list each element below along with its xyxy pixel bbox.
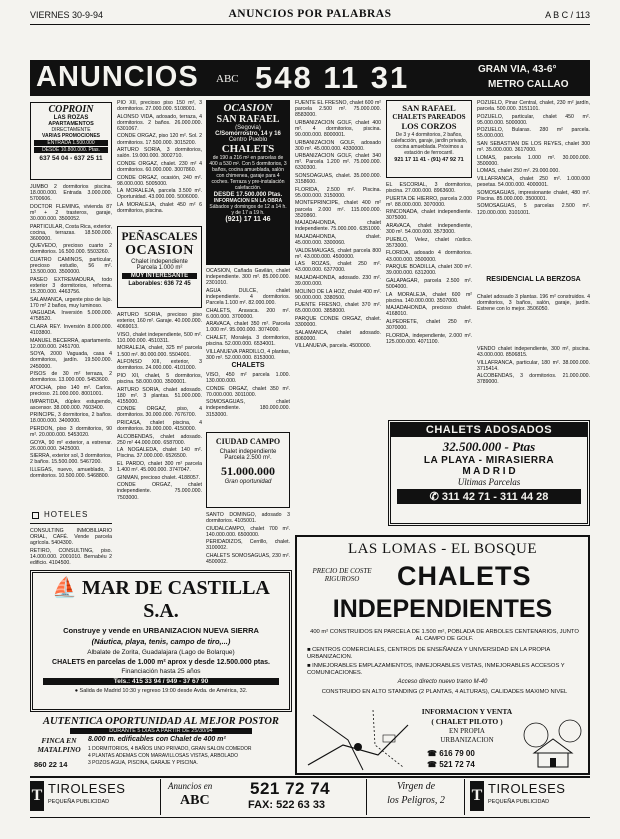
listing: MAJADAHONDA, precioso chalet. 4168010. [386, 305, 472, 318]
penascales-line3: MUY INTERESANTE [122, 273, 197, 279]
tiroleses-left-sub: PEQUEÑA PUBLICIDAD [48, 799, 110, 805]
finca-line2: MATALPINO [37, 745, 81, 754]
mar-line6: Tels.: 415 33 94 / 949 - 37 67 90 [43, 678, 279, 685]
listing: ARTURO SORIA, chalet adosado. 180 m². 3 plantas. 51.000.000. 4155000. [117, 386, 202, 405]
listing: PERDON, piso 3 dormitorios, 90 m². 20.000.000. 5453020. [30, 425, 112, 438]
mar-title [33, 575, 289, 623]
phone-icon: ☎ [427, 760, 440, 769]
listing: DOCTOR FLEMING, vivienda 87 m² + 2 trasteros, garaje, 30.000.000. 3500052. [30, 203, 112, 222]
footer-bottom-rule [30, 817, 590, 818]
listing: SALAMANCA, urgente piso de lujo. 170 m² 2 baños, muy luminoso. [30, 296, 112, 309]
footer-divider [366, 779, 367, 815]
adosados-line1: LA PLAYA - MIRASIERRA [423, 455, 555, 466]
berzosa-title: RESIDENCIAL LA BERZOSA [486, 276, 581, 283]
listing: PRINCIPE, 3 dormitorios, 2 baños. 18.000.000. 3400000. [30, 412, 112, 425]
listing: LAS ROZAS, chalet 250 m². 43.000.000. 6377000. [295, 261, 381, 274]
footer-fax: FAX: 522 63 33 [248, 799, 326, 811]
ocasion-line3: C/Somorrostro, 14 y 16 [215, 131, 281, 137]
hoteles-label: HOTELES [44, 510, 89, 519]
listing: PASEO EXTREMADURA, todo exterior 3 dormitorios, reforma. 15.200.000. 4463756. [30, 276, 112, 295]
map-icon [303, 705, 413, 773]
lomas-info3: EN PROPIA [449, 727, 485, 735]
listing: SANTO DOMINGO, adosado 3 dormitorios. 4105001. [206, 512, 290, 525]
listing: FLORIDA, adosado 4 dormitorios. 43.000.000. 3500000. [386, 250, 472, 263]
listing: MOLINO DE LA HOZ, chalet 400 m². 90.000.000. 3380500. [295, 288, 381, 301]
listing: ALPEDRETE, chalet 250 m². 3070000. [386, 318, 472, 331]
col2-listings-2 [117, 312, 202, 564]
listing: ALONSO VIDA, adosado, terraza, 4 dormitorios. 2 baños. 26.000.000. 6301067. [117, 113, 202, 132]
coproin-phone: 637 54 04 - 637 25 11 [39, 155, 103, 162]
listing: PISOS de 30 m² terraza, 2 dormitorios. 13.000.000. 5453600. [30, 371, 112, 384]
footer-virgen1: Virgen de [396, 781, 436, 792]
bullet-icon: ● [74, 688, 80, 694]
listing: SOMOSAGUAS, impresionante chalet, 480 m². Piscina. 85.000.000. 3500001. [477, 189, 590, 202]
footer [30, 779, 590, 815]
ocasion-line2: (Segovia) [235, 125, 261, 131]
divider [30, 523, 112, 524]
adosados-phone [397, 489, 581, 504]
mar-line4: CHALETS en parcelas de 1.000 m² aprox y desde 12.500.000 ptas. [52, 659, 270, 666]
footer-rule [30, 776, 590, 778]
header-section-title: ANUNCIOS POR PALABRAS [228, 8, 392, 20]
listing: POZUELO, Bularas. 280 m² parcela. 55.000.000. [477, 127, 590, 140]
mar-title-text: MAR DE CASTILLA S.A. [82, 577, 270, 622]
listing: FLORIDA, 2.500 m². Piscina. 95.000.000. 3150000. [295, 186, 381, 199]
ocasion-line1: SAN RAFAEL [216, 114, 280, 125]
penascales-phone: Laborables: 636 72 45 [128, 281, 191, 287]
ocasion-line4: Centro Pueblo [228, 137, 268, 143]
listing: LA NOGALEDA, chalet 140 m². Piscina. 37.000.000. 6526500. [117, 447, 202, 460]
lomas-line1: 400 m² CONSTRUIDOS EN PARCELA DE 1.500 m², POBLADA DE ARBOLES CENTENARIOS, JUNTO AL CAMPO DE GOLF. [310, 629, 579, 642]
listing: CONDE ORGAZ, piso, 4 dormitorios. 30.000.000. 7676700. [117, 406, 202, 419]
finca-line1: FINCA EN [41, 736, 77, 745]
lomas-line3 [307, 663, 582, 677]
footer-virgen2: los Peligros, 2 [387, 795, 445, 806]
listing: RINCONADA, chalet independiente. 3075000. [386, 209, 472, 222]
col3-listings [206, 268, 290, 360]
listing: IMPARTIDA, dúplex estupendo, ascensor. 38.000.000. 7603400. [30, 398, 112, 411]
footer-divider [464, 779, 465, 815]
listing: PARQUE CONDE ORGAZ, chalet. 3300000. [295, 316, 381, 329]
listing: SOMOSAGUAS, 5 parcelas 2.500 m². 120.000.000. 3101001. [477, 203, 590, 216]
listing: Chalet adosado 3 plantas. 196 m² construidos. 4 dormitorios, 3 baños, salón, garaje, jardín. Estrene con lo mejor. 3506050. [477, 294, 590, 313]
listing: ARTURO SORIA, precioso piso exterior, 160 m². Garaje. 40.000.000. 4069013. [117, 312, 202, 331]
bullet-icon: ■ [307, 663, 313, 669]
san-rafael-phone: 921 17 11 41 - (91) 47 92 71 [394, 157, 464, 163]
lomas-info1: INFORMACION Y VENTA [421, 707, 513, 716]
listing: MANUEL BECERRA, apartamento. 12.000.000. 2451700. [30, 337, 112, 350]
listing: LOMAS, parcela 1.000 m². 30.000.000. 3500000. [477, 154, 590, 167]
listing: QUEVEDO, precioso cuarto 2 dormitorios. 16.500.000. 5503260. [30, 243, 112, 256]
tiroleses-left: TIROLESES [48, 781, 126, 796]
listing: EL PARDO, chalet 300 m² parcela 1.400 m². 45.000.000. 3747047. [117, 461, 202, 474]
col1-bottom-listings [30, 528, 112, 568]
listing: VISO, chalet independiente, 500 m². 110.000.000. 4510311. [117, 331, 202, 344]
listing: SOMOSAGUAS, chalet independiente. 180.000.000. 3153000. [206, 399, 290, 418]
listing: ALCOBENDAS, 3 dormitorios. 21.000.000. 3789000. [477, 373, 590, 386]
listing: CONDE ORGAZ, chalet independiente. 75.000.000. 7503000. [117, 482, 202, 501]
listing: VILLAFRANCA, particular, 180 m². 38.000.000. 3715414. [477, 359, 590, 372]
listing: URBANIZACION GOLF, chalet 400 m². 4 dormitorios, piscina. 90.000.000. 8000001. [295, 119, 381, 138]
listing: ALFONSO XIII, exterior, 3 dormitorios. 24.000.000. 4101000. [117, 359, 202, 372]
ocasion-line8: INFORMACION EN LA OBRA [213, 198, 283, 204]
lomas-line5: CONSTRUIDO EN ALTO STANDING (2 PLANTAS, 4 ALTURAS), CALIDADES MAXIMO NIVEL [321, 689, 568, 695]
header-date: VIERNES 30-9-94 [30, 10, 104, 20]
house-icon [522, 705, 584, 771]
listing: ARAVACA, chalet independiente, 300 m². 54.000.000. 3573000. [386, 223, 472, 236]
listing: MORALEJA, chalet, 325 m² parcela 1.500 m². 80.000.000. 5504001. [117, 345, 202, 358]
oportunidad-ad [30, 716, 292, 774]
footer-phone: 521 72 74 [250, 779, 331, 798]
listing: CIUDALCAMPO, chalet 700 m². 140.000.000. 6500000. [206, 525, 290, 538]
lomas-line3-text: INMEJORABLES EMPLAZAMIENTOS, INMEJORABLES VISTAS, INMEJORABLES ACCESOS Y COMUNICACIONES. [307, 663, 565, 676]
listing: CHALETS, Aravaca. 200 m². 6.000.000. 3700000. [206, 307, 290, 320]
listing: MAJADAHONDA, adosado. 230 m². 39.000.000. [295, 274, 381, 288]
penascales-line2: Parcela 1.000 m² [136, 265, 183, 271]
listing: CUATRO CAMINOS, particular, precioso estudio, 56 m². 13.500.000. 3500000. [30, 257, 112, 276]
tiroleses-t-icon: T [31, 787, 43, 804]
coproin-line3: DIRECTAMENTE [51, 127, 91, 133]
col4-listings [295, 100, 381, 540]
listing: MAJADAHONDA, chalet. 45.000.000. 3300060. [295, 233, 381, 246]
penascales-title: PEÑASCALES [121, 231, 198, 243]
lomas-independientes: INDEPENDIENTES [332, 595, 553, 623]
listing: POZUELO, particular, chalet 450 m². 95.000.000. 5000000. [477, 113, 590, 126]
ciudad-campo-line1: Chalet independiente [219, 449, 277, 455]
coproin-line6: DESDE 10.800.000. Ptas. [34, 147, 108, 153]
col5-listings [386, 182, 472, 382]
oportunidad-sub: DURANTE 5 DIAS A PARTIR DE 25/30/94 [70, 728, 252, 734]
lomas-line4: Acceso directo nuevo tramo M-40 [397, 679, 488, 685]
listing: CONSULTING INMOBILIARIO ORIAL, CAFÉ. Vende parcela agrícola. 5404300. [30, 528, 112, 547]
listing: CONDE ORGAZ, chalet 350 m². 70.000.000. 3011000. [206, 385, 290, 398]
listing: GOYA, 90 m² exterior, a estrenar. 26.000.000. 3425000. [30, 439, 112, 452]
listing: SIERRA, exterior sol, 3 dormitorios, 2 baños. 15.500.000. 5467200. [30, 453, 112, 466]
listing: PARTICULAR, Costa Rica, exterior, cocina, terrazas. 18.500.000. 3600000. [30, 223, 112, 242]
penascales-subtitle: OCASION [125, 243, 194, 258]
tiroleses-right: TIROLESES [488, 781, 566, 796]
lomas-line2 [307, 647, 582, 661]
listing: VAGUADA. Inversión 5.000.000. 4758520. [30, 310, 112, 323]
mar-line7-text: Salida de Madrid 10:30 y regreso 19:00 desde Avda. de América, 32. [79, 688, 248, 694]
listing: URBANIZACION GOLF, adosado 300 m². 45.000.000. 4330000. [295, 139, 381, 152]
listing: ARAVACA, chalet 350 m². Parcela 1.000 m². 95.000.000. 3074000. [206, 321, 290, 334]
lomas-phone1-number: 616 79 00 [439, 749, 475, 758]
oportunidad-banner: AUTENTICA OPORTUNIDAD AL MEJOR POSTOR [43, 716, 279, 727]
lomas-info2: ( CHALET PILOTO ) [431, 717, 503, 726]
berzosa-text [477, 294, 590, 342]
ciudad-campo-title: CIUDAD CAMPO [215, 437, 281, 446]
listing: CLARA REY. Inversión 8.000.000. 4103800. [30, 323, 112, 337]
listing: VENDO chalet independiente, 300 m², piscina. 43.000.000. 8506815. [477, 346, 590, 359]
banner [30, 60, 590, 96]
listing: FUENTE EL FRESNO, chalet 600 m² parcela 2.500 m². 75.000.000. 8583000. [295, 100, 381, 119]
col3-chalets-listings [206, 372, 290, 430]
chalets-section-title: CHALETS [231, 362, 265, 369]
page-header [30, 8, 590, 24]
oportunidad-line2: 1 DORMITORIOS, 4 BAÑOS UNO PRIVADO, GRAN SALON COMEDOR [88, 746, 252, 752]
oportunidad-line1: 8.000 m. edificables con Chalet de 400 m² [88, 736, 226, 743]
coproin-line5: ENTRADA 1.500.000 [34, 140, 108, 146]
ciudad-campo-ad [206, 432, 290, 508]
listing: PARQUE BOADILLA, chalet 300 m². 39.000.000. 6312000. [386, 264, 472, 277]
ciudad-campo-line2: Parcela 2.500 m². [224, 455, 272, 461]
footer-abc: ABC [180, 793, 210, 808]
listing: VALDEMAUGAS, chalet parcela 800 m². 43.000.000. 4500000. [295, 247, 381, 260]
penascales-ad [117, 226, 202, 308]
tiroleses-logo-left [30, 781, 44, 811]
listing: PIO XII, chalet, 5 dormitorios, piscina. 58.000.000. 3500001. [117, 372, 202, 385]
listing: SONSOAGUAS, chalet. 35.000.000. 3158600. [295, 173, 381, 186]
lomas-header: LAS LOMAS - EL BOSQUE [347, 541, 538, 557]
mar-line3: Albalate de Zorita, Guadalajara (Lago de Bolarque) [87, 649, 235, 656]
listing: ATOCHA, piso 140 m². Carlos, precioso. 21.000.000. 8001001. [30, 384, 112, 397]
oportunidad-finca [34, 736, 84, 754]
mar-line5: Financiación hasta 25 años [121, 668, 201, 675]
listing: RETIRO, CONSULTING, piso. 14.000.000. 2001010. Bernabéu 2 edificio. 4104500. [30, 547, 112, 566]
banner-address-2: METRO CALLAO [488, 79, 569, 90]
listing: ILLEGAS, nuevo, amueblado, 3 dormitorios. 10.500.000. 5468800. [30, 466, 112, 480]
adosados-title: CHALETS ADOSADOS [391, 423, 587, 437]
listing: FLORIDA, independiente, 2.000 m². 125.000.000. 4071100. [386, 332, 472, 345]
banner-abc: ABC [216, 73, 239, 85]
chalets-adosados-ad [388, 420, 590, 526]
lomas-phone1 [427, 749, 475, 758]
listing: OCASION, Cañada Gavilán, chalet independiente. 300 m². 85.000.000. 2301010. [206, 268, 290, 287]
listing: LA MORALEJA, chalet 450 m² 6 dormitorios, piscina. [117, 201, 202, 214]
lomas-precio: PRECIO DE COSTE RIGUROSO [312, 567, 372, 583]
listing: URBANIZACION GOLF, chalet 340 m². Parcela 1.200 m². 75.000.000. 6330300. [295, 153, 381, 172]
listing: CHALETS SOMOSAGUAS, 230 m². 4500002. [206, 553, 290, 566]
footer-divider [160, 779, 161, 815]
listing: GALAPAGAR, parcela 2.500 m². 5004000. [386, 277, 472, 290]
listing: POZUELO, Pinar Central, chalet, 230 m² jardín, parcela. 500.000. 3151101. [477, 100, 590, 113]
lomas-location-map [303, 705, 413, 773]
san-rafael-line3: De 3 y 4 dormitorios, 2 baños, calefacción, garaje, jardín privado, cocina amueblada. Próximos a estación de ferrocarril. [390, 132, 468, 156]
listing: LA MORALEJA, parcela 3.500 m². Oportunidad. 43.000.000. 5006000. [117, 188, 202, 201]
listing: SALAMANCA, chalet adosado. 8060000. [295, 329, 381, 342]
listing: VISO, 450 m² parcela 1.000. 130.000.000. [206, 372, 290, 385]
listing: VILLANUEVA, parcela. 4500000. [295, 343, 372, 350]
listing: LOMAS, chalet 250 m². 29.000.000. [477, 168, 560, 175]
las-lomas-ad [295, 535, 590, 775]
listing: PUEBLO, Velez, chalet rústico. 3573000. [386, 236, 472, 249]
adosados-phone-number: 311 42 71 - 311 44 28 [441, 491, 549, 503]
listing: CHALET, Moraleja. 3 dormitorios, piscina. 52.000.000. 6534001. [206, 334, 290, 348]
coproin-line4: VARIAS PROMOCIONES [42, 133, 100, 139]
oportunidad-line4: 3 POZOS AGUA, PISCINA, GARAJE Y PISCINA. [88, 760, 198, 766]
footer-anuncios-en: Anuncios en [168, 781, 213, 791]
adosados-line2: M A D R I D [462, 466, 516, 477]
tiroleses-logo-right [470, 781, 484, 811]
listing: AGUA DULCE, chalet independiente. 4 dormitorios. Parcela 1.100 m². 82.000.000. [206, 287, 290, 306]
lomas-phone2 [427, 760, 475, 769]
listing: CONDE ORGAZ, chalet. 230 m² 4 dormitorios. 60.000.000. 3007860. [117, 160, 202, 173]
ciudad-campo-price: 51.000.000 [221, 464, 275, 478]
listing: VILLANUEVA PARDILLO, 4 plantas, 300 m². 52.000.000. 8153000. [206, 348, 290, 360]
col6-listings-2 [477, 346, 590, 390]
listing: LA MORALEJA, chalet 600 m² piscina. 140.000.000. 3507000. [386, 291, 472, 304]
ciudad-campo-line3: Gran oportunidad [224, 479, 272, 485]
banner-title: ANUNCIOS [36, 61, 199, 93]
ocasion-line6: de 190 a 216 m² en parcelas de 400 a 530 m². Con 5 dormitorios, 3 baños, cocina amueblada, salón con chimenea, garaje para 4 coches. Terraza y pre-instalación calefacción. [209, 155, 287, 191]
listing: ALCOBENDAS, chalet adosado. 250 m² 44.000.000. 6587000. [117, 433, 202, 446]
listing: CONDE ORGAZ, piso 120 m². Sol. 2 dormitorios. 17.500.000. 3015200. [117, 133, 202, 146]
ocasion-phone: (921) 17 11 46 [225, 216, 271, 223]
penascales-line1: Chalet independiente [131, 259, 188, 265]
san-rafael-line1: CHALETS PAREADOS [392, 113, 466, 121]
listing: PUERTA DE HIERRO, parcela 2.000 m². 88.000.000. 3070000. [386, 195, 472, 208]
listing: EL ESCORIAL, 3 dormitorios, piscina. 27.000.000. 8963600. [386, 182, 472, 195]
coproin-line1: LAS ROZAS [53, 115, 89, 121]
listing: VILLAFRANCA, chalet 250 m². 1.000.000 pesetas. 54.000.000. 4000001. [477, 176, 590, 189]
mar-de-castilla-ad [30, 570, 292, 712]
col2-listings [117, 100, 202, 222]
listing: PERIDADIZOS, Cerrillo, chalet. 3100002. [206, 539, 290, 552]
banner-address-1: GRAN VIA, 43-6° [478, 64, 557, 75]
listing: PRICASA, chalet piscina, 4 dormitorios. 39.000.000. 4150000. [117, 420, 202, 433]
listing: SAN SEBASTIAN DE LOS REYES, chalet 300 m². 35.000.000. 3617000. [477, 141, 590, 154]
coproin-name: COPROIN [48, 104, 94, 115]
oportunidad-line3: 4 PLANTAS ADEMAS CON MARAVILLOSAS VISTAS, ARBOLADO [88, 753, 239, 759]
mar-line2: (Náutica, playa, tenis, campo de tiro,...) [91, 637, 231, 646]
adosados-price: 32.500.000 - Ptas [442, 439, 536, 454]
mar-line7 [33, 688, 289, 694]
listing: MAJADAHONDA, chalet independiente. 75.000.000. 6351000. [295, 220, 381, 233]
coproin-line2: APARTAMENTOS [48, 121, 94, 127]
mar-line1: Construye y vende en URBANIZACION NUEVA SIERRA [63, 626, 259, 635]
lomas-line2-text: CENTROS COMERCIALES, CENTROS DE ENSEÑANZA Y UNIVERSIDAD EN LA PROPIA URBANIZACION. [307, 647, 550, 660]
listing: JUMBO 2 dormitorios piscina. 18.000.000. Entrada 3.000.000. 5700606. [30, 184, 112, 203]
hoteles-section [30, 510, 112, 522]
san-rafael-corzos-ad [386, 100, 472, 178]
phone-icon: ☎ [427, 749, 440, 758]
coproin-ad [30, 102, 112, 180]
listing: SOYA, 2000 Vaguada, casa 4 dormitorios, jardín. 19.500.000. 2450000. [30, 351, 112, 370]
lomas-info4: URBANIZACION [440, 736, 494, 744]
col1-listings [30, 184, 112, 484]
phone-icon: ✆ [429, 491, 442, 503]
listing: MONTEPRINCIPE, chalet 400 m² parcela 2.000 m². 115.000.000. 3520860. [295, 200, 381, 219]
tiroleses-t-icon: T [471, 787, 483, 804]
col6-listings [477, 100, 590, 272]
san-rafael-line2: LOS CORZOS [401, 121, 457, 131]
listing: GINMAN, precioso chalet. 4188057. [117, 474, 201, 481]
ocasion-san-rafael-ad [206, 100, 290, 265]
sailboat-icon: ⛵ [52, 577, 83, 599]
listing: FUENTE FRESNO, chalet 370 m². 65.000.000. 3858000. [295, 302, 381, 315]
listing: CONDE ORGAZ, ocasión, 240 m². 98.000.000. 5005000. [117, 174, 202, 187]
col3-listings-2 [206, 512, 290, 568]
tiroleses-right-sub: PEQUEÑA PUBLICIDAD [488, 799, 550, 805]
san-rafael-title: SAN RAFAEL [402, 103, 456, 113]
hoteles-icon [32, 512, 39, 519]
ocasion-title: OCASION [223, 102, 273, 114]
lomas-chalet-illustration [522, 705, 584, 771]
listing: PIO XII, precioso piso 150 m², 3 dormitorios. 27.000.000. 5108001. [117, 100, 202, 113]
bullet-icon: ■ [307, 647, 313, 653]
ocasion-line7: DESDE 17.500.000 Ptas. [213, 192, 283, 198]
ocasion-line5: CHALETS [221, 143, 275, 155]
ocasion-line9: Sábados y domingos de 12 a 14 h. y de 17 a 19 h. [209, 204, 287, 216]
oportunidad-phone: 860 22 14 [34, 760, 68, 769]
header-rule [30, 24, 590, 25]
lomas-chalets: CHALETS [397, 561, 532, 591]
listing: ARTURO SORIA, 3 dormitorios, salón. 19.000.000. 3002710. [117, 147, 202, 160]
banner-phone: 548 11 31 [255, 60, 410, 95]
header-publication: A B C / 113 [545, 10, 590, 20]
lomas-phone2-number: 521 72 74 [439, 760, 475, 769]
adosados-line3: Ultimas Parcelas [457, 477, 521, 487]
